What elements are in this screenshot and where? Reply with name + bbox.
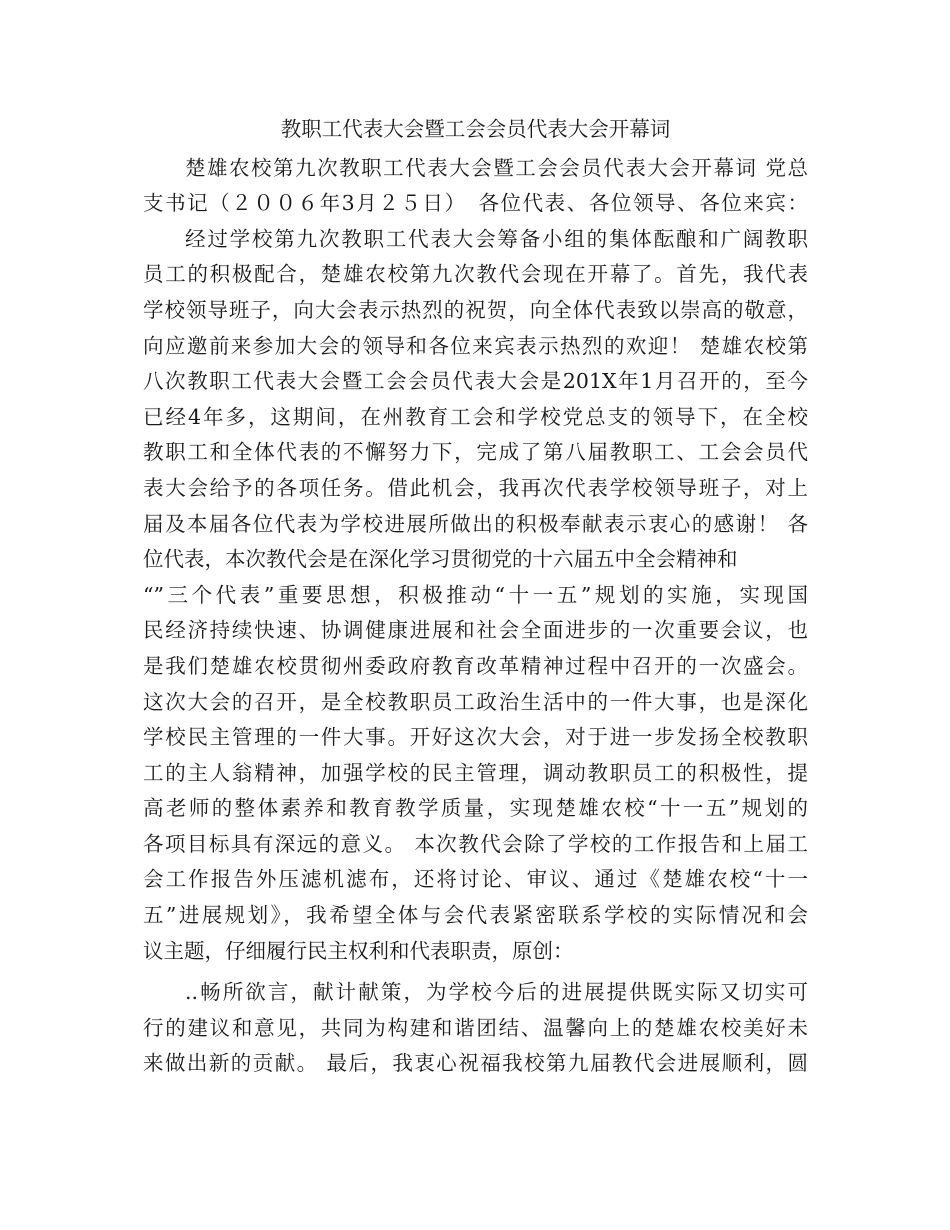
paragraph-line: 工的主人翁精神，加强学校的民主管理，调动教职员工的积极性，提 bbox=[143, 760, 808, 785]
paragraph-line: 教职工和全体代表的不懈努力下，完成了第八届教职工、工会会员代 bbox=[143, 440, 808, 465]
paragraph-line: 是我们楚雄农校贯彻州委政府教育改革精神过程中召开的一次盛会。 bbox=[143, 653, 808, 678]
paragraph-line: 五”进展规划》，我希望全体与会代表紧密联系学校的实际情况和会 bbox=[143, 903, 808, 928]
paragraph-line: 向应邀前来参加大会的领导和各位来宾表示热烈的欢迎！ 楚雄农校第 bbox=[143, 333, 808, 358]
paragraph-line: 位代表，本次教代会是在深化学习贯彻党的十六届五中全会精神和 bbox=[143, 547, 738, 572]
paragraph-line: 民经济持续快速、协调健康进展和社会全面进步的一次重要会议，也 bbox=[143, 618, 808, 643]
document-body bbox=[143, 112, 808, 1082]
paragraph-line: “”三个代表”重要思想，积极推动“十一五”规划的实施，实现国 bbox=[143, 582, 808, 607]
document-title: 教职工代表大会暨工会会员代表大会开幕词 bbox=[280, 117, 671, 141]
paragraph-line: 学校领导班子，向大会表示热烈的祝贺，向全体代表致以崇高的敬意， bbox=[143, 297, 808, 322]
paragraph-line: 员工的积极配合，楚雄农校第九次教代会现在开幕了。首先，我代表 bbox=[143, 262, 808, 287]
paragraph-line: ..畅所欲言，献计献策，为学校今后的进展提供既实际又切实可 bbox=[185, 980, 808, 1005]
paragraph-line: 高老师的整体素养和教育教学质量，实现楚雄农校“十一五”规划的 bbox=[143, 796, 808, 821]
paragraph-line: 学校民主管理的一件大事。开好这次大会，对于进一步发扬全校教职 bbox=[143, 725, 808, 750]
paragraph-line: 来做出新的贡献。 最后，我衷心祝福我校第九届教代会进展顺利，圆 bbox=[143, 1051, 808, 1076]
paragraph-line: 行的建议和意见，共同为构建和谐团结、温馨向上的楚雄农校美好未 bbox=[143, 1015, 808, 1040]
paragraph-line: 届及本届各位代表为学校进展所做出的积极奉献表示衷心的感谢！ 各 bbox=[143, 511, 808, 536]
paragraph-line: 经过学校第九次教职工代表大会筹备小组的集体酝酿和广阔教职 bbox=[185, 226, 808, 251]
paragraph-line: 各项目标具有深远的意义。 本次教代会除了学校的工作报告和上届工 bbox=[143, 831, 808, 856]
paragraph-line: 已经4年多，这期间，在州教育工会和学校党总支的领导下，在全校 bbox=[143, 404, 808, 429]
paragraph-line: 议主题，仔细履行民主权利和代表职责，原创： bbox=[143, 938, 574, 963]
paragraph-line: 这次大会的召开，是全校教职员工政治生活中的一件大事，也是深化 bbox=[143, 689, 808, 714]
paragraph-line: 楚雄农校第九次教职工代表大会暨工会会员代表大会开幕词 党总 bbox=[185, 155, 808, 180]
paragraph-line: 表大会给予的各项任务。借此机会，我再次代表学校领导班子，对上 bbox=[143, 475, 808, 500]
paragraph-line: 支书记（２００６年3月２５日） 各位代表、各位领导、各位来宾： bbox=[143, 191, 808, 216]
paragraph-line: 会工作报告外压滤机滤布，还将讨论、审议、通过《楚雄农校“十一 bbox=[143, 867, 808, 892]
paragraph-line: 八次教职工代表大会暨工会会员代表大会是201X年1月召开的，至今 bbox=[143, 369, 808, 394]
